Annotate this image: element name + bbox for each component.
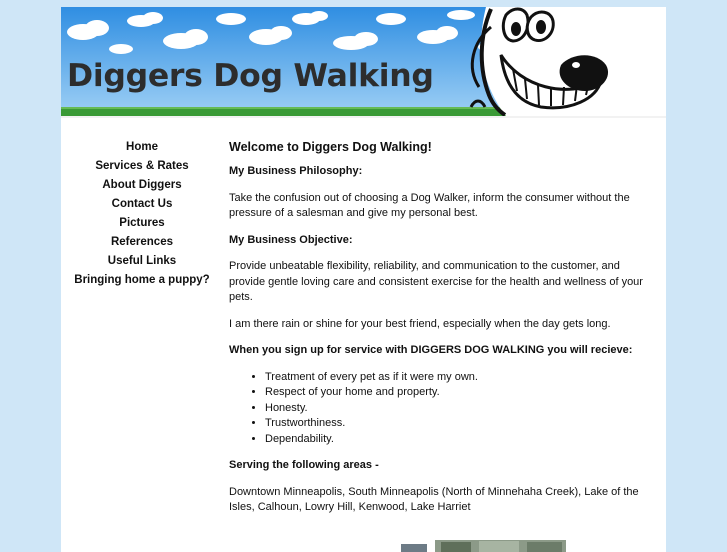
dog-mascot-icon [471, 7, 666, 116]
areas-heading: Serving the following areas - [229, 459, 379, 471]
philosophy-heading: My Business Philosophy: [229, 165, 363, 177]
nav-link-pictures[interactable]: Pictures [119, 217, 165, 229]
list-item: • Trustworthiness. [265, 416, 654, 432]
page-container [61, 7, 666, 552]
nav-link-bringing-home-puppy[interactable]: Bringing home a puppy? [74, 274, 210, 286]
main-content [229, 140, 654, 527]
photo-thumbnail-strip[interactable] [401, 540, 566, 552]
page-heading: Welcome to Diggers Dog Walking! [229, 140, 432, 154]
list-item: • Treatment of every pet as if it were my own. [265, 370, 654, 386]
areas-text: Downtown Minneapolis, South Minneapolis (North of Minnehaha Creek), Lake of the Isles, Calhoun, Lowry Hill, Kenwood, Lake Harriet [229, 485, 639, 513]
philosophy-text: Take the confusion out of choosing a Dog Walker, inform the consumer without the pressure of a salesman and give my personal best. [229, 191, 630, 219]
signup-heading: When you sign up for service with DIGGERS DOG WALKING you will recieve: [229, 344, 633, 356]
nav-link-services-rates[interactable]: Services & Rates [95, 160, 189, 172]
objective-text: Provide unbeatable flexibility, reliability, and communication to the customer, and provide gentle loving care and consistent exercise for the health and wellness of your pets. [229, 260, 643, 303]
nav-link-useful-links[interactable]: Useful Links [107, 255, 177, 267]
objective-heading: My Business Objective: [229, 233, 353, 246]
nav-link-home[interactable]: Home [126, 141, 158, 153]
nav-link-contact-us[interactable]: Contact Us [111, 198, 173, 210]
list-item: • Respect of your home and property. [265, 385, 654, 401]
list-item: • Honesty. [265, 401, 654, 417]
nav-link-about-diggers[interactable]: About Diggers [102, 179, 182, 191]
site-title: Diggers Dog Walking [67, 58, 434, 94]
nav-link-references[interactable]: References [110, 236, 173, 248]
list-item: • Dependability. [265, 432, 654, 448]
sidebar-nav [61, 138, 223, 290]
banner-divider [61, 116, 666, 118]
benefits-list [229, 370, 654, 448]
header-banner [61, 7, 666, 116]
rain-or-shine-text: I am there rain or shine for your best friend, especially when the day gets long. [229, 317, 611, 330]
